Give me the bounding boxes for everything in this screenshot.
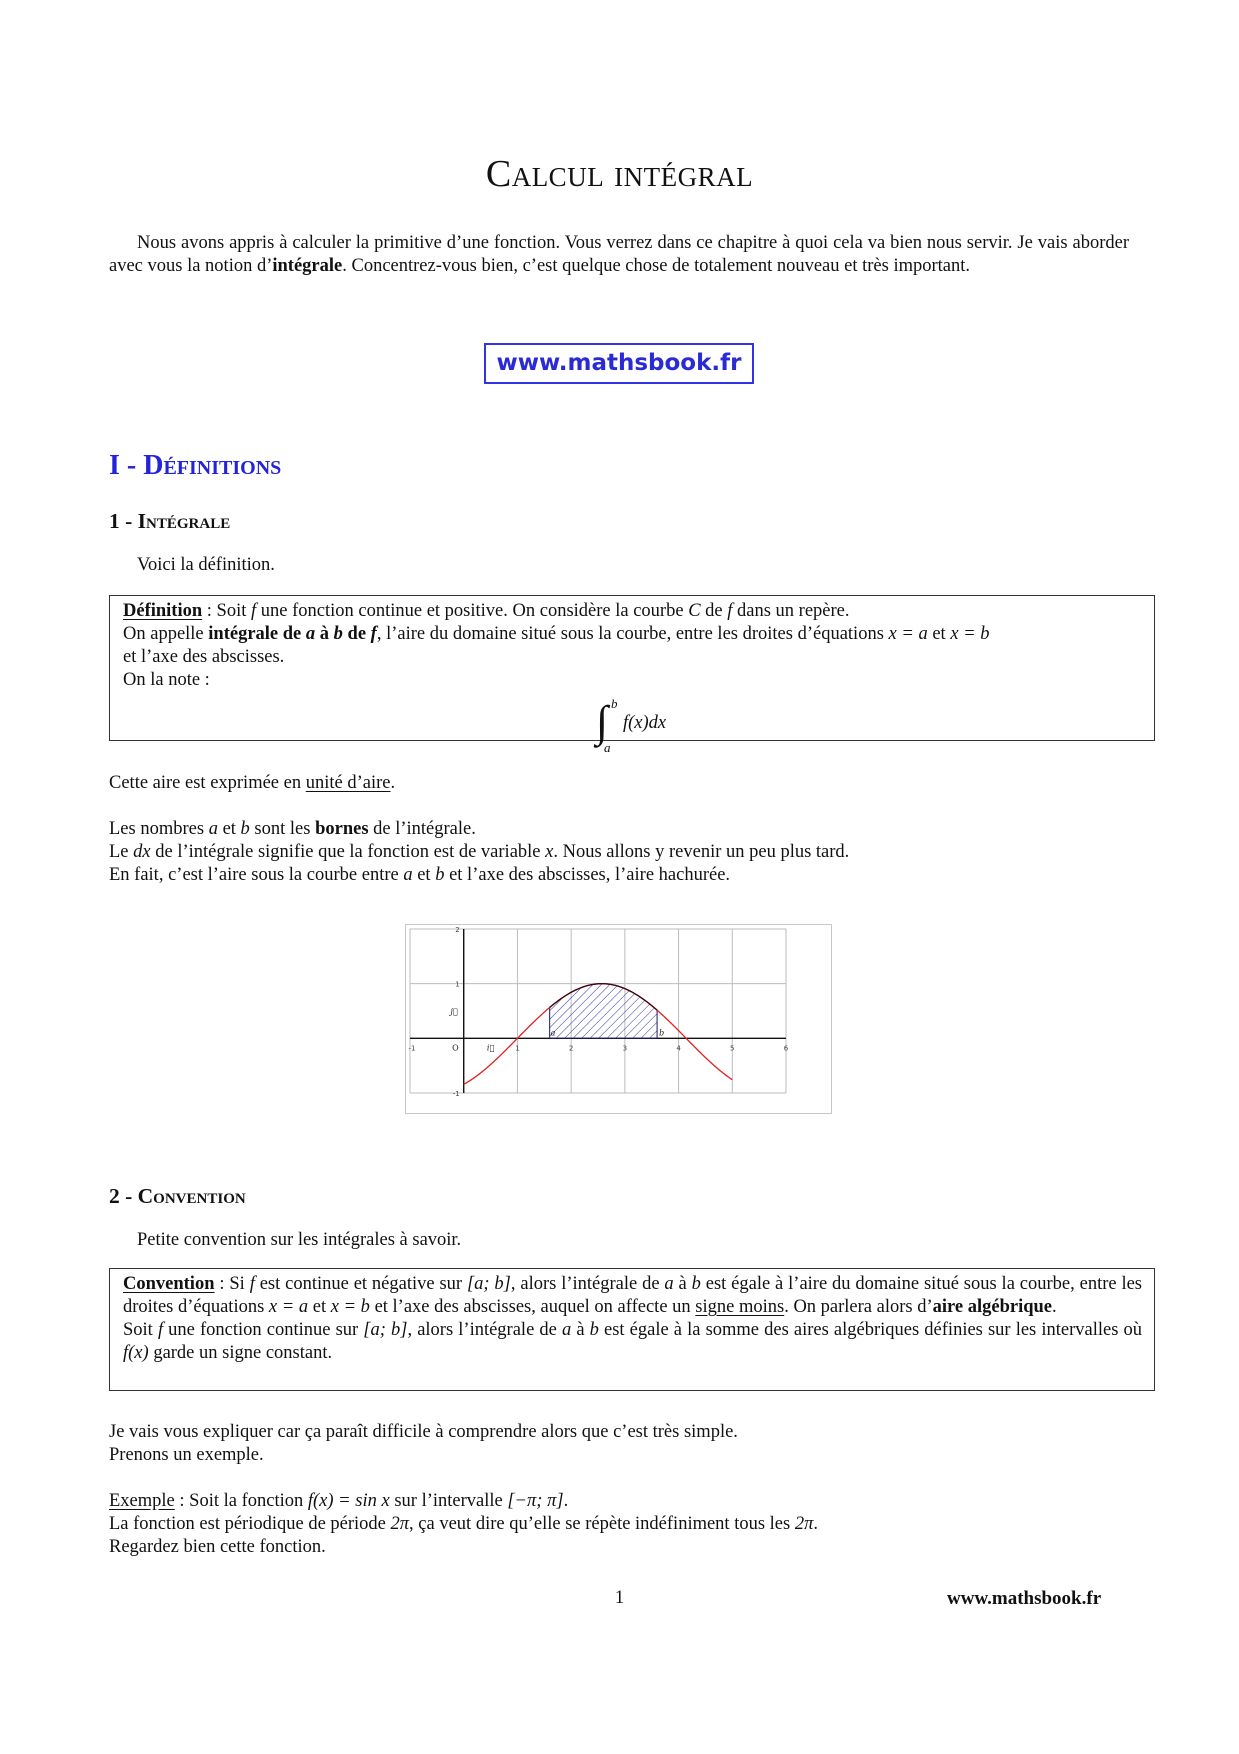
example-line-1 [109,1490,1129,1513]
convention-intro: Petite convention sur les intégrales à savoir. [137,1230,462,1250]
section-heading-definitions: I - Définitions [109,450,282,481]
text: une fonction continue et positive. On considère la courbe [256,601,689,621]
unit-vector-i-label: i⃗ [486,1043,495,1053]
math-a: a [561,1320,572,1340]
text: . [1052,1297,1057,1317]
text: , alors l’intégrale de [407,1320,562,1340]
math-f: f [370,624,377,644]
subsection-heading-integrale: 1 - Intégrale [109,509,231,533]
intro-text: Nous avons appris à calculer la primitive d’une fonction. Vous verrez dans ce chapitre à quoi cela va bien nous servir. Je vais aborder avec vous la notion d’ [109,233,1129,276]
integral-lower-bound: a [604,740,611,755]
text: et [927,624,951,644]
minus-sign-term: signe moins [695,1297,785,1317]
text: sur l’intervalle [389,1491,508,1511]
intro-text-end: . Concentrez-vous bien, c’est quelque chose de totalement nouveau et très important. [342,256,971,276]
math-b: b [333,624,343,644]
intro-bold-term: intégrale [272,256,343,276]
text: : Soit la fonction [174,1491,308,1511]
text: . [390,773,396,793]
text: est égale à la somme des aires algébriques définies sur les intervalles où [598,1320,1143,1340]
text: Les nombres [109,819,209,839]
explanation-line-1: Je vais vous expliquer car ça paraît difficile à comprendre alors que c’est très simple. [109,1422,738,1442]
convention-label: Convention [123,1274,215,1294]
example-line-2 [109,1513,1129,1536]
text: est égale à l’aire du domaine situé sous la courbe, entre les droites d’équations [123,1274,1142,1317]
text: de [700,601,728,621]
bound-a-label: a [550,1028,556,1038]
convention-paragraph-1 [123,1273,1142,1319]
page-title: Calcul intégral [485,153,754,195]
math-a: a [208,819,218,839]
math-dx: dx [133,842,151,862]
math-x: x [545,842,554,862]
text: et [412,865,436,885]
definition-label: Définition [123,601,203,621]
footer-website: www.mathsbook.fr [947,1588,1102,1609]
subsection-intro: Voici la définition. [137,555,275,575]
y-tick-label: 1 [455,980,460,989]
text: : Si [214,1274,250,1294]
equation-x-b: x = b [330,1297,370,1317]
bold-text: aire algébrique [932,1297,1053,1317]
math-a: a [403,865,413,885]
text: et l’axe des abscisses, l’aire hachurée. [444,865,731,885]
bold-text: intégrale de [208,624,306,644]
text: Cette aire est exprimée en [109,773,306,793]
math-b: b [589,1320,599,1340]
bornes-line-1 [109,818,1129,841]
text: . [813,1514,818,1534]
text: de l’intégrale signifie que la fonction est de variable [150,842,546,862]
x-tick-label: 1 [515,1044,520,1053]
area-unit-term: unité d’aire [305,773,391,793]
x-tick-label: 3 [622,1044,628,1053]
definition-box [109,595,1155,755]
math-period: 2π [390,1514,410,1534]
text: et l’axe des abscisses, auquel on affecte un [369,1297,696,1317]
y-tick-label: -1 [452,1090,460,1098]
math-fx: f(x) [123,1343,149,1363]
definition-line-3: et l’axe des abscisses. [123,647,285,667]
text: , alors l’intégrale de [510,1274,665,1294]
chart-svg [406,925,831,1113]
text: En fait, c’est l’aire sous la courbe entre [109,865,404,885]
bornes-line-2 [109,841,1129,864]
math-function: f(x) = sin x [307,1491,390,1511]
text: une fonction continue sur [163,1320,364,1340]
equation-x-a: x = a [888,624,928,644]
bornes-line-3 [109,864,1129,887]
definition-line-2 [123,623,1142,646]
definition-line-1 [123,600,1142,623]
bold-text: de [342,624,371,644]
math-f: f [727,601,733,621]
unit-vector-j-label: j⃗ [450,1007,458,1016]
text: de l’intégrale. [368,819,476,839]
y-tick-label: 2 [455,926,460,934]
intro-paragraph [109,232,1129,278]
bold-text: à [315,624,334,644]
integral-upper-bound: b [611,696,618,711]
integral-sign: ∫ [596,697,609,746]
convention-paragraph-2 [123,1319,1142,1365]
origin-label: O [452,1043,459,1053]
text: Le [109,842,134,862]
text: : Soit [202,601,251,621]
text: et [217,819,241,839]
math-interval: [a; b] [363,1320,408,1340]
text: est continue et négative sur [254,1274,467,1294]
bound-b-label: b [659,1028,665,1038]
math-b: b [435,865,445,885]
math-c: C [688,601,701,621]
math-interval: [−π; π] [507,1491,564,1511]
text: . Nous allons y revenir un peu plus tard. [553,842,850,862]
integral-notation [123,692,1142,754]
example-paragraph [109,1490,1129,1559]
text: à [673,1274,692,1294]
text: , ça veut dire qu’elle se répète indéfiniment tous les [409,1514,795,1534]
text: , l’aire du domaine situé sous la courbe, entre les droites d’équations [376,624,889,644]
website-link[interactable]: www.mathsbook.fr [484,343,754,384]
page-number: 1 [614,1588,625,1608]
math-period: 2π [794,1514,814,1534]
math-f: f [249,1274,255,1294]
definition-line-4: On la note : [123,670,210,690]
integrand: f(x)dx [623,713,667,733]
text: . [563,1491,569,1511]
equation-x-b: x = b [950,624,990,644]
text: Soit [123,1320,158,1340]
text: . On parlera alors d’ [784,1297,933,1317]
math-a: a [305,624,316,644]
example-label: Exemple [109,1491,175,1511]
hatched-area [550,984,657,1039]
math-f: f [250,601,257,621]
text: garde un signe constant. [148,1343,333,1363]
x-tick-label: -1 [408,1044,416,1053]
bold-text: bornes [315,819,369,839]
bornes-paragraph [109,818,1129,887]
explanation-line-2: Prenons un exemple. [109,1445,264,1465]
text: On appelle [123,624,209,644]
convention-box [109,1268,1155,1391]
math-a: a [664,1274,674,1294]
text: et [308,1297,331,1317]
integral-chart [405,924,832,1114]
explanation-paragraph [109,1421,1129,1467]
equation-x-a: x = a [268,1297,309,1317]
math-b: b [240,819,250,839]
subsection-heading-convention: 2 - Convention [109,1184,246,1208]
area-unit-sentence [109,772,1129,795]
x-tick-label: 5 [730,1044,735,1053]
text: dans un repère. [732,601,850,621]
x-tick-label: 4 [676,1044,681,1053]
text: à [571,1320,590,1340]
text: sont les [249,819,316,839]
text: La fonction est périodique de période [109,1514,391,1534]
math-interval: [a; b] [466,1274,511,1294]
x-tick-label: 6 [783,1044,789,1053]
math-f: f [157,1320,164,1340]
x-tick-label: 2 [568,1044,574,1053]
example-line-3: Regardez bien cette fonction. [109,1537,326,1557]
math-b: b [691,1274,701,1294]
